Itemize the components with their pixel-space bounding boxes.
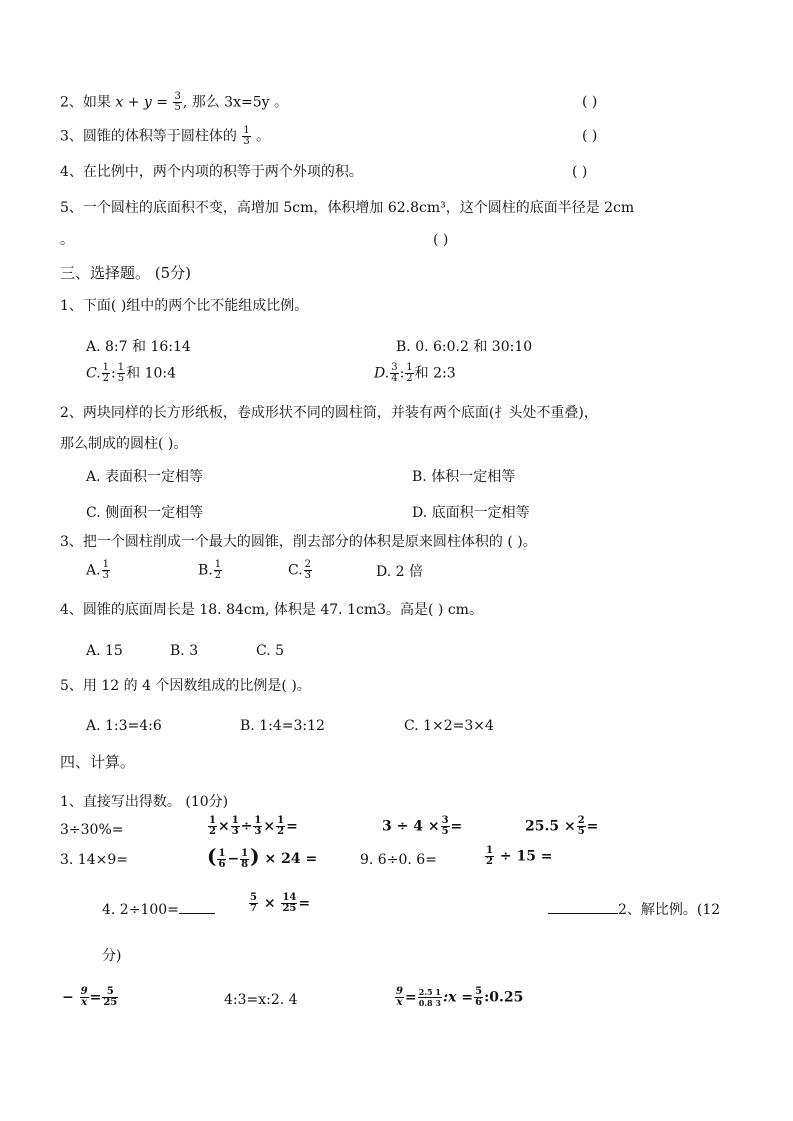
choice-q2-stem: 2、两块同样的长方形纸板，卷成形状不同的圆柱筒，并装有两个底面(扌头处不重叠)， bbox=[60, 405, 598, 421]
calc-q1-title: 1、直接写出得数。 (10分) bbox=[60, 794, 229, 810]
calc-r1-c3: 3 ÷ 4 × $\frac{3}{5}$ = bbox=[382, 815, 463, 837]
fraction: $\frac{1}{8}$ bbox=[241, 847, 249, 870]
proportion-1: − $\frac{9}{x}$ = $\frac{5}{25}$ bbox=[62, 986, 118, 1008]
judge-q2: 2、如果 x + y = $\frac{3}{5}$ , 那么 3x=5y 。 bbox=[60, 91, 288, 113]
proportion-2: 4:3=x:2. 4 bbox=[224, 992, 298, 1008]
answer-blank[interactable] bbox=[548, 899, 618, 914]
fraction: $\frac{2}{5}$ bbox=[577, 815, 585, 837]
fraction: $\frac{2}{3}$ bbox=[304, 559, 312, 581]
choice-q5-c[interactable]: C. 1×2=3×4 bbox=[404, 718, 494, 734]
judge-q3: 3、圆锥的体积等于圆柱体的 $\frac{1}{3}$ 。 bbox=[60, 125, 271, 147]
fraction: $\frac{5}{6}$ bbox=[475, 986, 483, 1008]
calc-q2-title: 2、解比例。(12 bbox=[548, 899, 720, 920]
section-4-title: 四、计算。 bbox=[60, 753, 136, 771]
choice-q4-b[interactable]: B. 3 bbox=[170, 643, 199, 659]
calc-q2-title-cont: 分) bbox=[102, 948, 122, 964]
fraction: $\frac{5}{25}$ bbox=[103, 986, 118, 1008]
choice-q2-c[interactable]: C. 侧面积一定相等 bbox=[86, 505, 204, 521]
choice-q2-b[interactable]: B. 体积一定相等 bbox=[412, 469, 516, 485]
choice-q3-d[interactable]: D. 2 倍 bbox=[376, 564, 423, 580]
choice-q4-c[interactable]: C. 5 bbox=[256, 643, 285, 659]
fraction: $\frac{1}{2}$ bbox=[486, 845, 493, 867]
judge-q5: 5、一个圆柱的底面积不变，高增加 5cm，体积增加 62.8cm³，这个圆柱的底面半径是 2cm bbox=[60, 200, 635, 216]
fraction: $\frac{1}{3}$ bbox=[243, 125, 250, 147]
choice-q3-b[interactable]: B. $\frac{1}{2}$ bbox=[198, 559, 222, 581]
fraction: $\frac{3}{5}$ bbox=[441, 815, 449, 837]
fraction: $\frac{1}{2}$ bbox=[209, 815, 216, 837]
fraction: $\frac{1}{2}$ bbox=[102, 362, 110, 384]
choice-q4-a[interactable]: A. 15 bbox=[86, 643, 123, 659]
choice-q5-stem: 5、用 12 的 4 个因数组成的比例是( )。 bbox=[60, 678, 311, 694]
judge-q2-answer[interactable]: ( ) bbox=[582, 94, 598, 110]
judge-q3-answer[interactable]: ( ) bbox=[582, 128, 598, 144]
choice-q3-c[interactable]: C. $\frac{2}{3}$ bbox=[288, 559, 312, 581]
fraction: $\frac{1}{3}$ bbox=[231, 815, 239, 837]
fraction: $\frac{1}{5}$ bbox=[117, 362, 125, 384]
judge-q4: 4、在比例中，两个内项的积等于两个外项的积。 bbox=[60, 164, 363, 180]
calc-r1-c1: 3÷30%= bbox=[60, 822, 124, 838]
calc-r2-c1: 3. 14×9= bbox=[60, 852, 128, 868]
fraction: $\frac{3}{4}$ bbox=[391, 362, 398, 384]
judge-q5-answer[interactable]: ( ) bbox=[433, 232, 449, 248]
fraction: $\frac{14}{25}$ bbox=[282, 892, 297, 914]
calc-r3-c2: $\frac{5}{7}$ × $\frac{14}{25}$ = bbox=[250, 892, 311, 914]
calc-r2-c3: 9. 6÷0. 6= bbox=[360, 852, 437, 868]
choice-q1-c[interactable]: C. $\frac{1}{2}$ : $\frac{1}{5}$ 和 10:4 bbox=[86, 362, 177, 384]
choice-q1-b[interactable]: B. 0. 6:0.2 和 30:10 bbox=[396, 339, 533, 355]
fraction: $\frac{1}{6}$ bbox=[218, 847, 226, 870]
choice-q2-a[interactable]: A. 表面积一定相等 bbox=[86, 469, 204, 485]
choice-q1-a[interactable]: A. 8:7 和 16:14 bbox=[86, 339, 191, 355]
judge-q4-answer[interactable]: ( ) bbox=[572, 164, 588, 180]
choice-q2-stem-cont: 那么制成的圆柱( )。 bbox=[60, 436, 188, 452]
section-3-title: 三、选择题。 (5分) bbox=[60, 264, 192, 282]
choice-q5-a[interactable]: A. 1:3=4:6 bbox=[86, 718, 162, 734]
choice-q4-stem: 4、圆锥的底面周长是 18. 84cm, 体积是 47. 1cm3。高是( ) cm。 bbox=[60, 602, 483, 618]
fraction: $\frac{1}{2}$ bbox=[214, 559, 222, 581]
choice-q1-stem: 1、下面( )组中的两个比不能组成比例。 bbox=[60, 298, 309, 314]
fraction: $\frac{1}{2}$ bbox=[406, 362, 413, 384]
calc-r2-c2: ( $\frac{1}{6}$ − $\frac{1}{8}$ ) × 24 = bbox=[207, 844, 318, 870]
fraction: $\frac{5}{7}$ bbox=[250, 892, 257, 914]
judge-q5-cont: 。 bbox=[60, 232, 74, 248]
fraction: $\frac{1}{3}$ bbox=[254, 815, 262, 837]
choice-q3-stem: 3、把一个圆柱削成一个最大的圆锥，削去部分的体积是原来圆柱体积的 ( )。 bbox=[60, 534, 537, 550]
calc-r1-c4: 25.5 × $\frac{2}{5}$ = bbox=[525, 815, 599, 837]
calc-r2-c4: $\frac{1}{2}$ ÷ 15 = bbox=[486, 845, 553, 867]
choice-q2-d[interactable]: D. 底面积一定相等 bbox=[412, 505, 530, 521]
fraction: $\frac{1}{3}$ bbox=[102, 559, 109, 581]
fraction: $\frac{1}{2}$ bbox=[277, 815, 285, 837]
calc-r1-c2: $\frac{1}{2}$ × $\frac{1}{3}$ ÷ $\frac{1}{3}$ × $\frac{1}{2}$ = bbox=[209, 815, 298, 837]
choice-q1-d[interactable]: D. $\frac{3}{4}$ : $\frac{1}{2}$ 和 2:3 bbox=[374, 362, 456, 384]
fraction: $\frac{2.5 1}{0.8 3}$ bbox=[418, 987, 441, 1008]
calc-r3-c1: 4. 2÷100= bbox=[102, 899, 215, 920]
fraction: $\frac{3}{5}$ bbox=[174, 91, 181, 113]
choice-q3-a[interactable]: A. $\frac{1}{3}$ bbox=[86, 559, 109, 581]
answer-blank[interactable] bbox=[179, 899, 215, 914]
fraction: $\frac{9}{x}$ bbox=[80, 986, 88, 1008]
proportion-3: $\frac{9}{x}$ = $\frac{2.5 1}{0.8 3}$ :x = $\frac{5}{6}$ :0.25 bbox=[396, 986, 524, 1008]
choice-q5-b[interactable]: B. 1:4=3:12 bbox=[240, 718, 325, 734]
fraction: $\frac{9}{x}$ bbox=[396, 986, 403, 1008]
